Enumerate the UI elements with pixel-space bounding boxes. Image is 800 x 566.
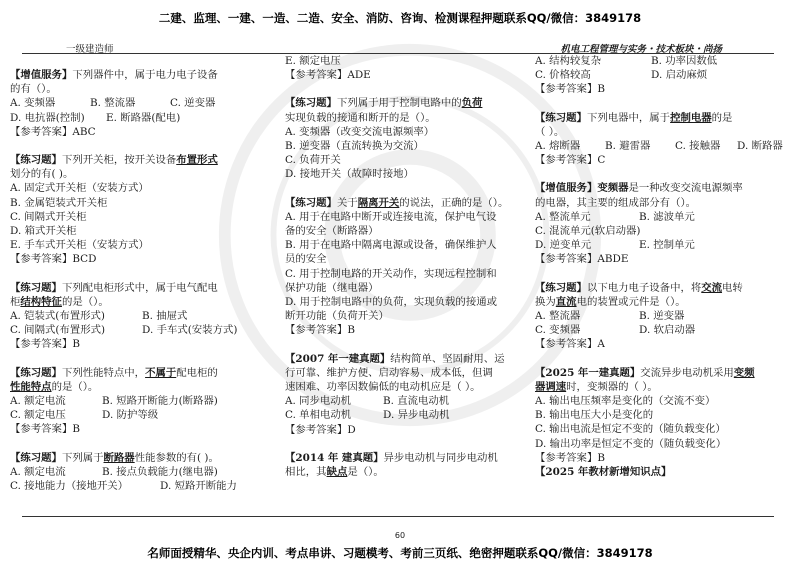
question-3-answer: 【参考答案】B [10,338,80,351]
question-13-option: B. 输出电压大小是变化的 [535,409,654,422]
question-9-stem: 【2014 年 建真题】异步电动机与同步电动机 [285,451,498,464]
question-7-stem: 【练习题】关于隔离开关的说法，正确的是（）。 [285,196,509,209]
column-middle: E. 额定电压 【参考答案】ADE 【练习题】下列属于用于控制电路中的负荷 实现负载的接通和断开的是（）。 A. 变频器（改变交流电源频率） B. 逆变器（直流转换为交流） C. 负荷开关 D. 接地开关（故障时接地） 【练习题】关于隔离开关的说法，正确的是（）。 A. 用于在电路中断开或连接电流，保护电气设 备的安全（断路器） B. 用于在电路中隔离电源或设备，确保维护人 员的安全 C. 用于控制电路的开关动作，实现远程控制和 保护功能（继电器） D. 用于控制电路中的负荷，实现负载的接通或 断开功能（负荷开关） 【参考答案】B 【2007 年一建真题】结构简单、坚固耐用、运 行可靠、维护方便、启动容易、成本低，但调 速困难、功率因数偏低的电动机应是（ ）。 A. 同步电动机 B. 直流电动机 C. 单相电动机 D. 异步电动机 【参考答案】D 【2014 年 建真题】异步电动机与同步电动机 相比，其缺点是（）。 [285,54,522,479]
question-6-option: C. 负荷开关 [285,154,341,167]
carry-over-answer: 【参考答案】ADE [285,69,371,82]
question-13-stem: 【2025 年一建真题】交流异步电动机采用变频 [535,366,755,379]
question-11-answer: 【参考答案】ABDE [535,253,629,266]
question-1-options: A. 变频器 B. 整流器 C. 逆变器 [10,97,216,110]
question-2-option: A. 固定式开关柜（安装方式） [10,182,149,195]
question-10-options: A. 熔断器 B. 避雷器 C. 接触器 D. 断路器 [535,140,783,153]
carry-over-option: E. 额定电压 [285,55,341,67]
question-2-stem: 【练习题】下列开关柜，按开关设备布置形式 [10,154,218,167]
carry-over-answer: 【参考答案】B [535,83,605,96]
question-7-option: D. 用于控制电路中的负荷，实现负载的接通或 [285,296,497,309]
question-8-answer: 【参考答案】D [285,423,356,436]
question-11-options: A. 整流单元 B. 滤波单元 [535,210,695,223]
question-6-option: B. 逆变器（直流转换为交流） [285,140,424,153]
question-1-stem: 【增值服务】下列器件中，属于电力电子设备 [10,69,218,81]
question-10-stem: 【练习题】下列电器中，属于控制电器的是 [535,111,733,124]
question-12-options: A. 整流器 B. 逆变器 [535,310,685,323]
bottom-promo-banner: 名师面授精华、央企内训、考点串讲、习题模考、考前三页纸、绝密押题联系QQ/微信：3849178 [147,546,653,560]
question-2-option: C. 间隔式开关柜 [10,210,87,223]
question-3-stem: 【练习题】下列配电柜形式中，属于电气配电 [10,281,218,294]
question-7-option: C. 用于控制电路的开关动作，实现远程控制和 [285,267,497,280]
question-13-option: A. 输出电压频率是变化的（交流不变） [535,395,716,408]
question-4-options: A. 额定电流 B. 短路开断能力(断路器) [10,395,218,408]
question-2-option: B. 金属铠装式开关柜 [10,196,108,209]
header-section-title: 机电工程管理与实务・技术板块・尚扬 [560,44,722,55]
question-7-option: A. 用于在电路中断开或连接电流，保护电气设 [285,210,497,223]
question-13-answer: 【参考答案】B [535,451,605,464]
question-6-option: D. 接地开关（故障时接地） [285,168,414,181]
question-10-answer: 【参考答案】C [535,154,606,167]
question-12-stem: 【练习题】以下电力电子设备中，将交流电转 [535,281,743,294]
question-2-option: D. 箱式开关柜 [10,225,77,238]
question-7-option: B. 用于在电路中隔离电源或设备，确保维护人 [285,239,497,252]
question-2-option: E. 手车式开关柜（安装方式） [10,239,149,252]
question-4-answer: 【参考答案】B [10,423,80,436]
header-book-title: 一级建造师 [66,44,114,55]
question-5-stem: 【练习题】下列属于断路器性能参数的有( )。 [10,451,219,464]
carry-over-options: A. 结构较复杂 B. 功率因数低 [535,55,718,67]
question-6-stem: 【练习题】下列属于用于控制电路中的负荷 [285,97,483,110]
question-6-option: A. 变频器（改变交流电源频率） [285,125,435,138]
question-11-stem: 【增值服务】变频器是一种改变交流电源频率 [535,182,743,195]
question-8-options: A. 同步电动机 B. 直流电动机 [285,395,450,408]
question-3-options: A. 铠装式(布置形式) B. 抽屉式 [10,310,188,323]
question-12-answer: 【参考答案】A [535,338,605,351]
question-8-stem: 【2007 年一建真题】结构简单、坚固耐用、运 [285,352,505,365]
question-7-answer: 【参考答案】B [285,324,355,337]
column-left: 【增值服务】下列器件中，属于电力电子设备 的有（）。 A. 变频器 B. 整流器 C. 逆变器 D. 电抗器(控制) E. 断路器(配电) 【参考答案】ABC 【练习题】下列开关柜，按开关设备布置形式 划分的有( )。 A. 固定式开关柜（安装方式） B. 金属铠装式开关柜 C. 间隔式开关柜 D. 箱式开关柜 E. 手车式开关柜（安装方式） 【参考答案】BCD 【练习题】下列配电柜形式中，属于电气配电 柜结构特征的是（）。 A. 铠装式(布置形式) B. 抽屉式 C. 间隔式(布置形式) D. 手车式(安装方式) 【参考答案】B 【练习题】下列性能特点中，不属于配电柜的 性能特点的是（）。 A. 额定电流 B. 短路开断能力(断路器) C. 额定电压 D. 防护等级 【参考答案】B 【练习题】下列属于断路器性能参数的有( )。 A. 额定电流 B. 接点负载能力(继电器) C. 接地能力（接地开关） D. 短路开断能力 [10,54,272,493]
question-2-answer: 【参考答案】BCD [10,253,97,266]
footer-rule [22,516,774,517]
question-13-option: C. 输出电流是恒定不变的（随负载变化） [535,423,726,436]
section-new-knowledge: 【2025 年教材新增知识点】 [535,466,672,479]
question-1-answer: 【参考答案】ABC [10,125,96,138]
question-13-option: D. 输出功率是恒定不变的（随负载变化） [535,437,727,450]
column-right: A. 结构较复杂 B. 功率因数低 C. 价格较高 D. 启动麻烦 【参考答案】B 【练习题】下列电器中，属于控制电器的是 （ ）。 A. 熔断器 B. 避雷器 C. 接触器 D. 断路器 【参考答案】C 【增值服务】变频器是一种改变交流电源频率 的电器，其主要的组成部分有（）。 A. 整流单元 B. 滤波单元 C. 混流单元(软启动器) D. 逆变单元 E. 控制单元 【参考答案】ABDE 【练习题】以下电力电子设备中，将交流电转 换为直流电的装置或元件是（）。 A. 整流器 B. 逆变器 C. 变频器 D. 软启动器 【参考答案】A 【2025 年一建真题】交流异步电动机采用变频 器调速时，变频器的（ ）。 A. 输出电压频率是变化的（交流不变） B. 输出电压大小是变化的 C. 输出电流是恒定不变的（随负载变化） D. 输出功率是恒定不变的（随负载变化） 【参考答案】B 【2025 年教材新增知识点】 [535,54,785,479]
question-5-options: A. 额定电流 B. 接点负载能力(继电器) [10,465,218,478]
page-number: 60 [394,531,406,540]
question-4-stem: 【练习题】下列性能特点中，不属于配电柜的 [10,366,218,379]
top-promo-banner: 二建、监理、一建、一造、二造、安全、消防、咨询、检测课程押题联系QQ/微信：3849178 [158,11,642,25]
